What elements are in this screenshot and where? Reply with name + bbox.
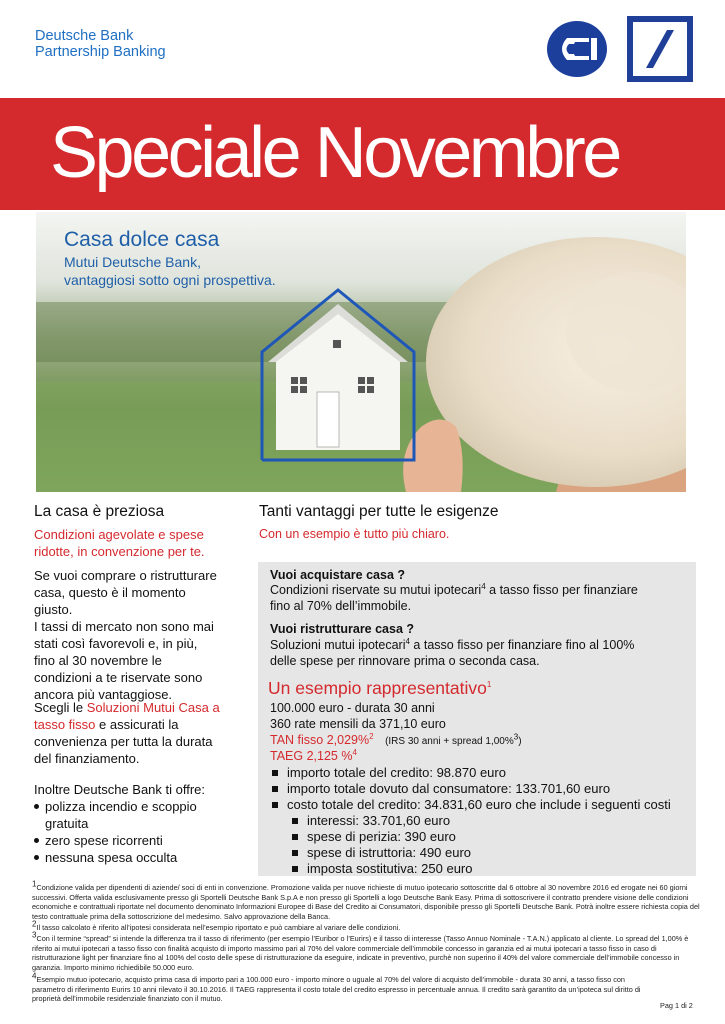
left-subheading-line1: Condizioni agevolate e spese	[34, 527, 204, 542]
cost-item: importo totale del credito: 98.870 euro	[272, 765, 671, 781]
hero-subtitle-line1: Mutui Deutsche Bank,	[64, 254, 201, 270]
choose-paragraph	[34, 699, 234, 767]
bullet-icon	[272, 802, 278, 808]
body-line: condizioni a te riservate sono	[34, 670, 203, 685]
hero-subtitle-line2: vantaggiosi sotto ogni prospettiva.	[64, 272, 276, 288]
footnote-4: $^4$Esempio mutuo ipotecario, acquisto prima casa di importo pari a 100.000 euro - importo minore o uguale al 70% del valore di acquisto dell’immobile - durata 30 anni, a tasso fisso con parametro di riferimento Eurirs 10 anni rilevato il 30.10.2016. Il TAEG rappresenta il costo totale del credito espresso in percentuale annua. Il credito sarà garantito da un’ipoteca sul diritto di proprietà dell’immobile residenziale finanziato con il mutuo.	[32, 971, 641, 1004]
buy-text-line1: Condizioni riservate su mutui ipotecari$^4$ a tasso fisso per finanziare	[270, 581, 638, 597]
deutsche-bank-logo-icon	[627, 16, 693, 82]
question-renovate: Vuoi ristrutturare casa ?	[270, 622, 415, 636]
banner-title: Speciale Novembre	[50, 113, 619, 193]
footnote-3: $^3$Con il termine “spread” si intende la differenza tra il tasso di riferimento (per esempio l’Euribor o l’Eurirs) e il tasso di interesse (Tasso Annuo Nominale - T.A.N.) applicato al cliente. Lo spread del 1,00% è riferito ai mutui ipotecari a tasso fisso con finalità acquisto di importo massimo pari al 70% del valore commerciale dell’immobile concesso in garanzia ed ai mutui ipotecari a tasso fisso in caso di ristrutturazione light per finanziare fino al 100% del costo delle spese di ristrutturazione da eseguire, indicate in preventivo, purchè non superino il 40% del valore commerciale dell’immobile concesso in garanzia. Importo minimo richiedibile 50.000 euro.	[32, 930, 689, 972]
bullet-icon	[292, 818, 298, 824]
left-heading: La casa è preziosa	[34, 503, 165, 520]
solutions-link[interactable]: Soluzioni Mutui Casa a	[86, 700, 220, 715]
cost-sub-item: imposta sostitutiva: 250 euro	[292, 861, 472, 877]
cost-sub-item: interessi: 33.701,60 euro	[292, 813, 472, 829]
footnote-2: $^2$Il tasso calcolato è riferito all’ipotesi considerata nell’esempio riportato e può cambiare al variare delle condizioni.	[32, 919, 401, 932]
bullet-icon	[34, 855, 39, 860]
choose-text: convenienza per tutta la durata	[34, 734, 213, 749]
cost-item: importo totale dovuto dal consumatore: 133.701,60 euro	[272, 781, 671, 797]
choose-text: del finanziamento.	[34, 751, 140, 766]
right-subheading: Con un esempio è tutto più chiaro.	[259, 527, 450, 541]
fixed-rate-link[interactable]: tasso fisso	[34, 717, 96, 732]
bullet-icon	[34, 838, 39, 843]
cost-sub-item: spese di istruttoria: 490 euro	[292, 845, 472, 861]
right-heading: Tanti vantaggi per tutte le esigenze	[259, 503, 499, 520]
body-line: Se vuoi comprare o ristrutturare	[34, 568, 217, 583]
hero-title: Casa dolce casa	[64, 228, 220, 251]
page-number: Pag 1 di 2	[660, 1001, 693, 1010]
question-buy: Vuoi acquistare casa ?	[270, 568, 406, 582]
left-subheading-line2: ridotte, in convenzione per te.	[34, 544, 205, 559]
bullet-icon	[272, 786, 278, 792]
example-title: Un esempio rappresentativo$^1$	[268, 678, 492, 698]
example-amount: 100.000 euro - durata 30 anni	[270, 701, 435, 715]
choose-text: e assicurati la	[95, 717, 179, 732]
choose-text: Scegli le	[34, 700, 87, 715]
body-line: ancora più vantaggiose.	[34, 687, 173, 702]
footnote-1: $^1$Condizione valida per dipendenti di aziende/ soci di enti in convenzione. Promozione valida per nuove richieste di mutuo ipotecario sottoscritte dal 6 ottobre al 30 novembre 2016 ed erogate nei 60 giorni successivi. Offerta valida esclusivamente presso gli Sportelli Deutsche Bank S.p.A e non presso gli Sportelli a logo Deutsche Bank Easy. Prima di sottoscrivere il contratto prendere visione delle condizioni economiche e contrattuali riportate nel documento denominato Informazioni Europee di Base del Credito ai Consumatori, disponibile presso gli Sportelli Deutsche Bank. Potrà inoltre essere richiesta copia del testo contrattuale prima della sottoscrizione del medesimo. Salvo approvazione della Banca.	[32, 879, 700, 921]
offer-item: gratuita	[45, 816, 89, 831]
bullet-icon	[272, 770, 278, 776]
offer-list	[34, 798, 234, 866]
offer-item: nessuna spesa occulta	[34, 849, 234, 866]
bullet-icon	[292, 850, 298, 856]
left-body	[34, 567, 234, 703]
bullet-icon	[292, 834, 298, 840]
body-line: giusto.	[34, 602, 73, 617]
offer-item: polizza incendio e scoppio	[34, 798, 234, 815]
bullet-icon	[34, 804, 39, 809]
offer-item: zero spese ricorrenti	[34, 832, 234, 849]
renovate-text-line2: delle spese per rinnovare prima o seconda casa.	[270, 654, 540, 668]
cnr-logo-icon	[545, 18, 609, 80]
brand-subtitle: Partnership Banking	[35, 44, 166, 60]
taeg-line: TAEG 2,125 %$^4$	[270, 747, 357, 763]
body-line: casa, questo è il momento	[34, 585, 186, 600]
buy-text-line2: fino al 70% dell’immobile.	[270, 599, 412, 613]
renovate-text-line1: Soluzioni mutui ipotecari$^4$ a tasso fisso per finanziare fino al 100%	[270, 636, 635, 652]
body-line: stati così favorevoli e, in più,	[34, 636, 198, 651]
body-line: I tassi di mercato non sono mai	[34, 619, 214, 634]
body-line: fino al 30 novembre le	[34, 653, 162, 668]
tan-line: TAN fisso 2,029%$^2$ (IRS 30 anni + spread 1,00%$^3$)	[270, 731, 522, 747]
cost-item: costo totale del credito: 34.831,60 euro che include i seguenti costi	[272, 797, 671, 813]
offer-intro: Inoltre Deutsche Bank ti offre:	[34, 782, 206, 797]
cost-sub-bullets	[292, 813, 472, 877]
bullet-icon	[292, 866, 298, 872]
brand-name: Deutsche Bank	[35, 28, 134, 44]
example-installments: 360 rate mensili da 371,10 euro	[270, 717, 446, 731]
cost-bullets	[272, 765, 671, 813]
cost-sub-item: spese di perizia: 390 euro	[292, 829, 472, 845]
